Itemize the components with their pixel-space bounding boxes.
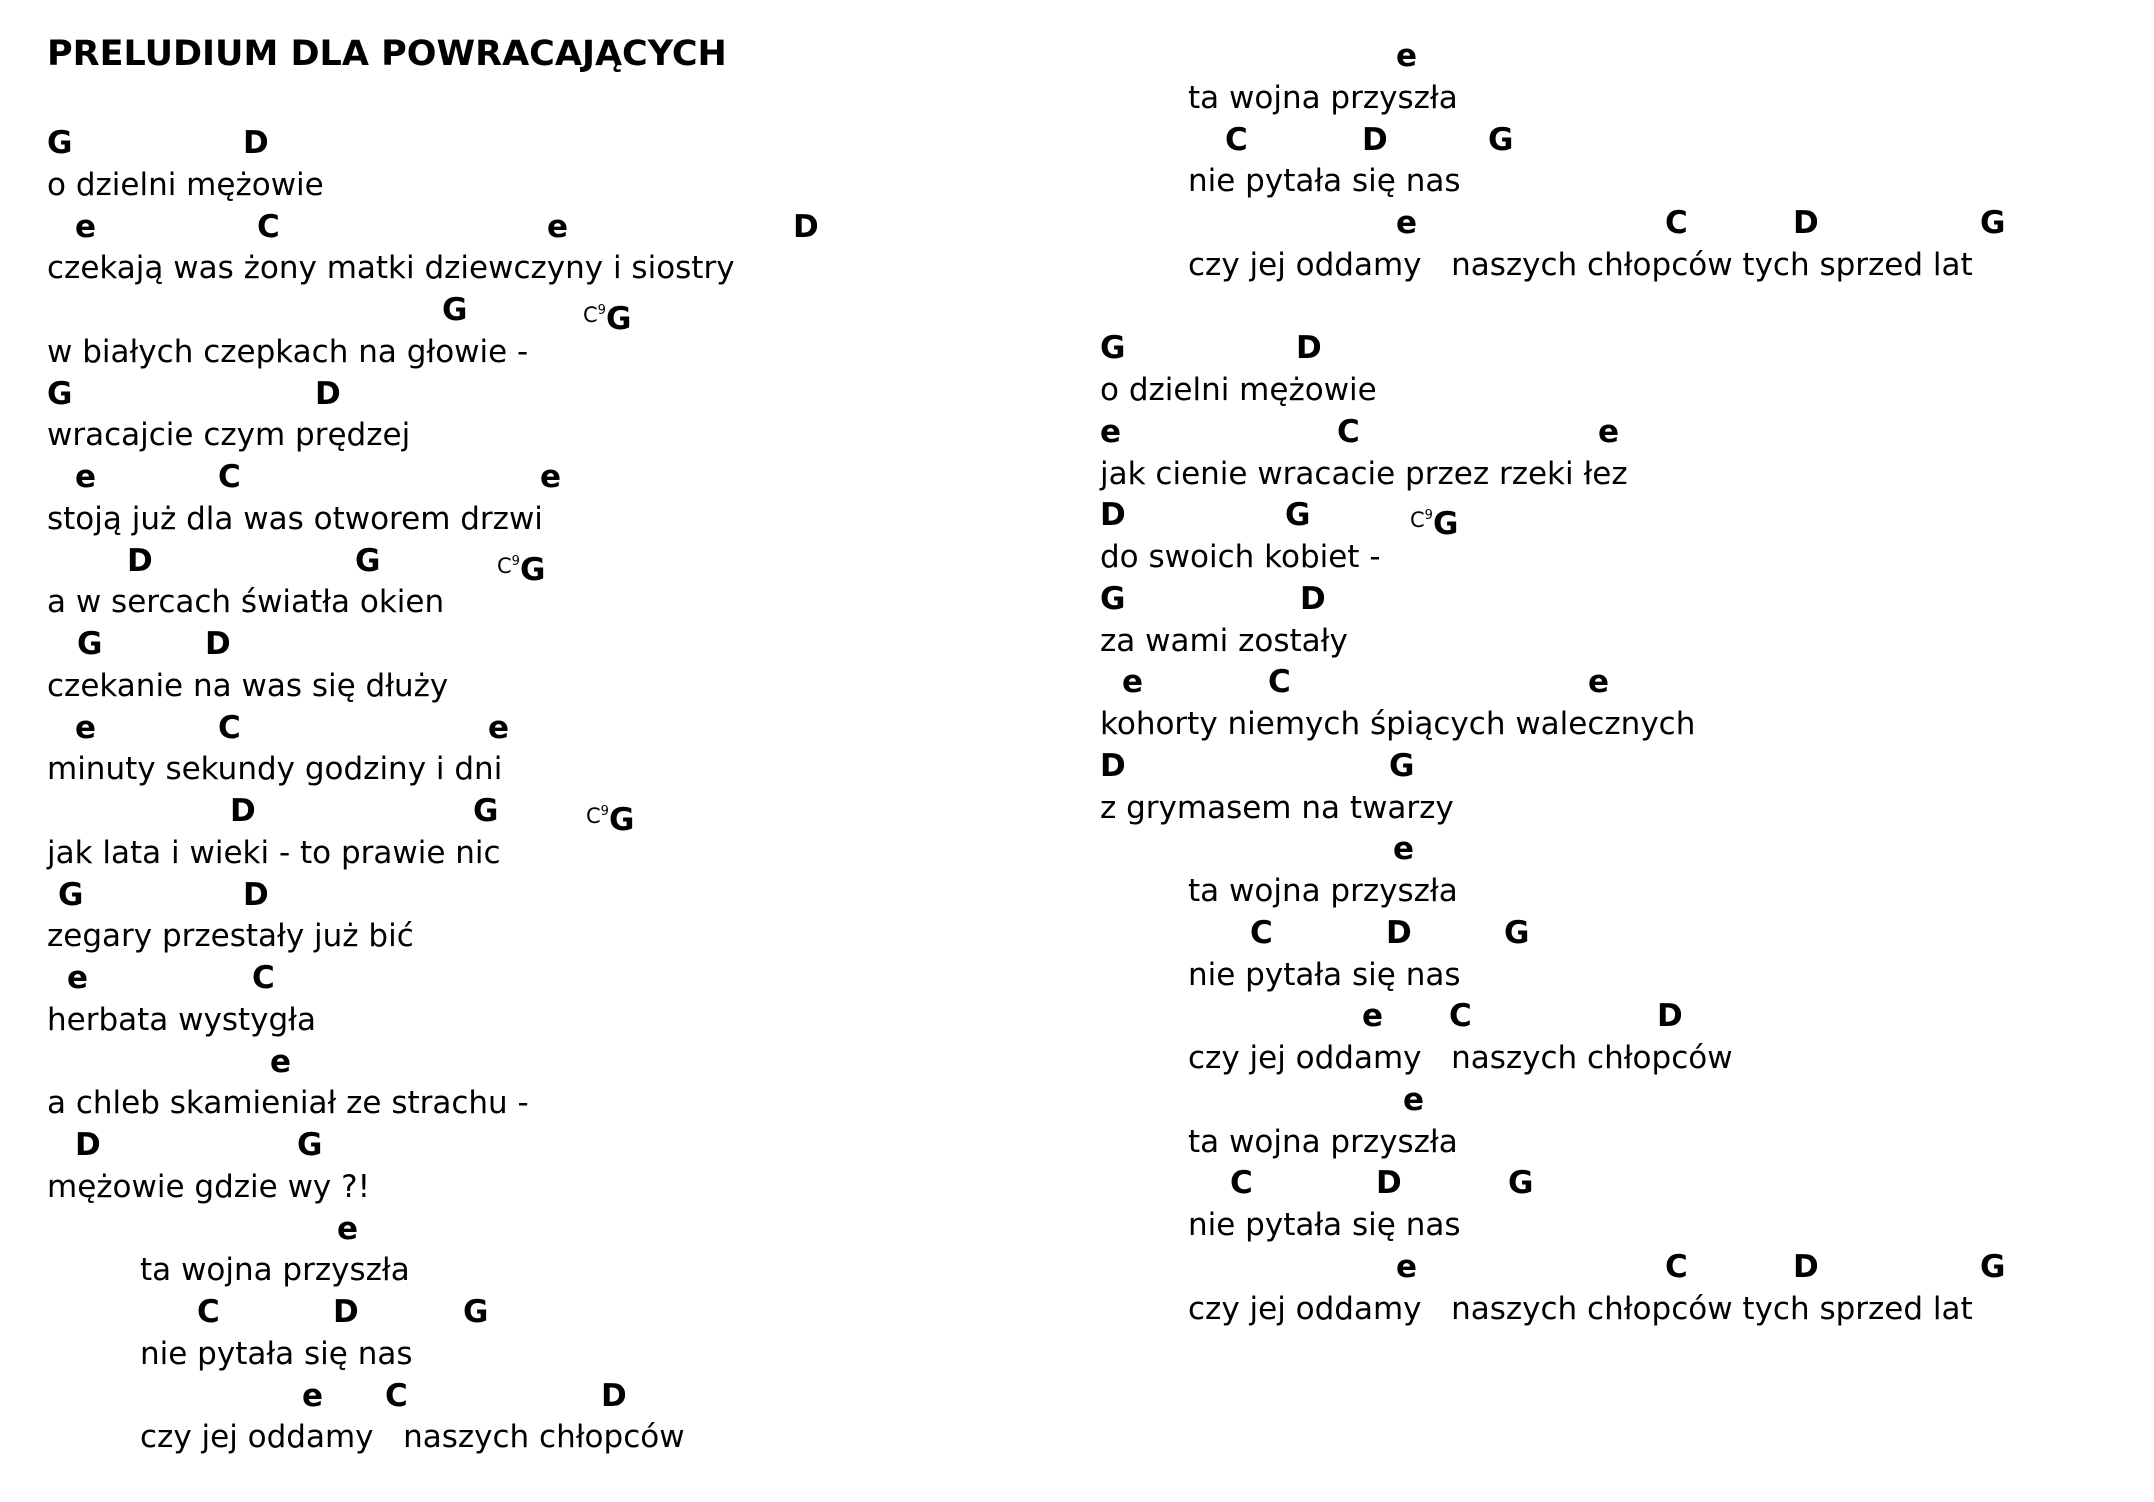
chord-D: D (315, 375, 341, 412)
chord-line (47, 1376, 735, 1418)
chord-e: e (302, 1377, 324, 1414)
chord-line (1100, 120, 1973, 162)
lyric-line: mężowie gdzie wy ?! (47, 1168, 371, 1205)
chord-D: D (243, 876, 269, 913)
chord-G: G (463, 1294, 489, 1330)
chord-D: D (1100, 747, 1126, 784)
chord-D: D (1362, 121, 1388, 158)
chord-D: D (1386, 914, 1412, 951)
chord-line (47, 207, 819, 249)
chord-G: G (297, 1127, 323, 1163)
chord-D: D (1296, 330, 1322, 367)
lyric-line: czekają was żony matki dziewczyny i siostry (47, 250, 735, 287)
lyric-line: ta wojna przyszła (1188, 873, 1458, 909)
chord-D: D (1300, 580, 1326, 617)
chord-D: D (75, 1127, 101, 1163)
chord-e: e (75, 208, 97, 245)
lyric-line: zegary przestały już bić (47, 918, 414, 955)
chord-D: D (230, 793, 256, 829)
chord-line (1100, 662, 1973, 704)
chord-line (47, 1042, 735, 1084)
lyric-line: kohorty niemych śpiących walecznych (1100, 706, 1696, 742)
chord-line (1100, 746, 1973, 788)
chord-line (47, 875, 735, 917)
chord-G: G (58, 876, 84, 913)
chord-line (1100, 1080, 1973, 1122)
chord-line (47, 958, 735, 1000)
chord-G: G (1508, 1165, 1534, 1202)
chord-D: D (205, 626, 231, 662)
chord-D: D (601, 1377, 627, 1414)
chord-line (47, 374, 735, 416)
lyric-line: herbata wystygła (47, 1001, 316, 1038)
chord-line (47, 123, 735, 165)
chord-C: C (1268, 664, 1291, 701)
chord-line (1100, 579, 1973, 621)
chord-G: G (355, 542, 381, 579)
lyric-line: nie pytała się nas (1188, 1207, 1461, 1243)
chord-line (1100, 203, 2006, 245)
chord-line (47, 624, 735, 666)
chord-C: C (385, 1377, 408, 1414)
chord-line (47, 541, 735, 588)
lyric-line: minuty sekundy godziny i dni (47, 751, 503, 788)
chord-D: D (1793, 205, 1819, 241)
chord-C: C (1250, 914, 1273, 951)
chord-line (47, 1209, 735, 1251)
chord-G: G (1389, 747, 1415, 784)
lyric-line: do swoich kobiet - (1100, 539, 1381, 575)
chord-line (1100, 1163, 1973, 1205)
chord-G: G (1285, 497, 1311, 534)
lyric-line: nie pytała się nas (140, 1335, 413, 1372)
chord-e: e (547, 208, 569, 245)
lyric-line: czy jej oddamy naszych chłopców (140, 1419, 685, 1456)
chord-e: e (67, 960, 89, 996)
chord-C: C (218, 459, 241, 495)
lyric-line: czekanie na was się dłuży (47, 667, 449, 704)
chord-e: e (1393, 831, 1415, 868)
lyric-line: nie pytała się nas (1188, 163, 1461, 200)
chord-line (47, 1292, 735, 1334)
chord-C: C (1230, 1165, 1253, 1202)
song-title: PRELUDIUM DLA POWRACAJĄCYCH (47, 34, 727, 74)
chord-D: D (1793, 1248, 1819, 1285)
chord-D: D (243, 125, 269, 161)
chord-line (1100, 1247, 2006, 1289)
chord-G: G (1488, 121, 1514, 158)
lyric-line: czy jej oddamy naszych chłopców tych sprzed lat (1188, 1290, 1973, 1327)
chord-G: G (442, 292, 468, 328)
chord-line (1100, 412, 1973, 454)
lyric-line: jak cienie wracacie przez rzeki łez (1100, 455, 1628, 492)
chord-C: C (252, 960, 275, 996)
chord-G: G (47, 125, 73, 161)
chord-e: e (337, 1210, 359, 1247)
chord-D: D (793, 208, 819, 245)
chord-line (1100, 328, 1973, 370)
chord-G: G (1980, 1248, 2006, 1285)
chord-D: D (127, 542, 153, 579)
chord-C9G: $^{C9}$G (583, 301, 632, 337)
chord-G: G (1100, 330, 1126, 367)
chord-D: D (1657, 998, 1683, 1035)
chord-e: e (1396, 1248, 1418, 1285)
lyric-line: o dzielni mężowie (1100, 372, 1377, 408)
lyric-line: w białych czepkach na głowie - (47, 333, 529, 370)
chord-C9G: $^{C9}$G (497, 551, 546, 588)
chord-C: C (1337, 413, 1360, 450)
chord-line (47, 457, 735, 499)
chord-C9G: $^{C9}$G (1410, 506, 1459, 543)
lyric-line: za wami zostały (1100, 622, 1348, 659)
lyric-line: o dzielni mężowie (47, 166, 324, 203)
lyric-line: ta wojna przyszła (140, 1252, 410, 1289)
chord-e: e (1588, 664, 1610, 701)
chord-C: C (1225, 121, 1248, 158)
lyric-line: jak lata i wieki - to prawie nic (47, 834, 501, 871)
chord-e: e (540, 459, 562, 495)
chord-e: e (1100, 413, 1122, 450)
chord-G: G (1100, 580, 1126, 617)
chord-G: G (1504, 914, 1530, 951)
chord-G: G (473, 793, 499, 829)
chord-C: C (1449, 998, 1472, 1035)
chord-e: e (75, 709, 97, 746)
chord-G: G (47, 375, 73, 412)
column-left (47, 123, 819, 1459)
chord-C: C (218, 709, 241, 746)
chord-D: D (1100, 497, 1126, 534)
chord-line (1100, 829, 1973, 871)
chord-D: D (333, 1294, 359, 1330)
chord-e: e (75, 459, 97, 495)
chord-line (1100, 996, 1973, 1038)
chord-line (47, 1125, 735, 1167)
lyric-line: ta wojna przyszła (1188, 1123, 1458, 1160)
chord-C: C (257, 208, 280, 245)
lyric-line: wracajcie czym prędzej (47, 417, 411, 454)
lyric-line: ta wojna przyszła (1188, 79, 1458, 116)
chord-line (1100, 36, 1973, 78)
chord-C: C (197, 1294, 220, 1330)
chord-G: G (77, 626, 103, 662)
lyric-line: z grymasem na twarzy (1100, 789, 1454, 826)
chord-C9G: $^{C9}$G (586, 802, 635, 838)
chord-C: C (1665, 1248, 1688, 1285)
chord-line (47, 708, 735, 750)
chord-e: e (1122, 664, 1144, 701)
chord-e: e (1403, 1081, 1425, 1118)
lyric-line: a chleb skamieniał ze strachu - (47, 1085, 529, 1122)
chord-D: D (1376, 1165, 1402, 1202)
lyric-line: stoją już dla was otworem drzwi (47, 500, 543, 537)
lyric-line: a w sercach światła okien (47, 584, 445, 621)
chord-line (1100, 913, 1973, 955)
chord-e: e (1598, 413, 1620, 450)
chord-e: e (1396, 205, 1418, 241)
chord-line (47, 791, 735, 838)
lyric-line: czy jej oddamy naszych chłopców tych sprzed lat (1188, 246, 1973, 283)
chord-e: e (1396, 38, 1418, 74)
lyric-line: czy jej oddamy naszych chłopców (1188, 1040, 1733, 1076)
lyric-line: nie pytała się nas (1188, 956, 1461, 993)
chord-line (47, 290, 735, 337)
chord-line (1100, 495, 1973, 543)
chord-C: C (1665, 205, 1688, 241)
chord-e: e (1362, 998, 1384, 1035)
chord-e: e (270, 1043, 292, 1080)
chord-e: e (488, 709, 510, 746)
blank-line (1100, 287, 1973, 329)
chord-G: G (1980, 205, 2006, 241)
column-right (1100, 36, 2006, 1330)
